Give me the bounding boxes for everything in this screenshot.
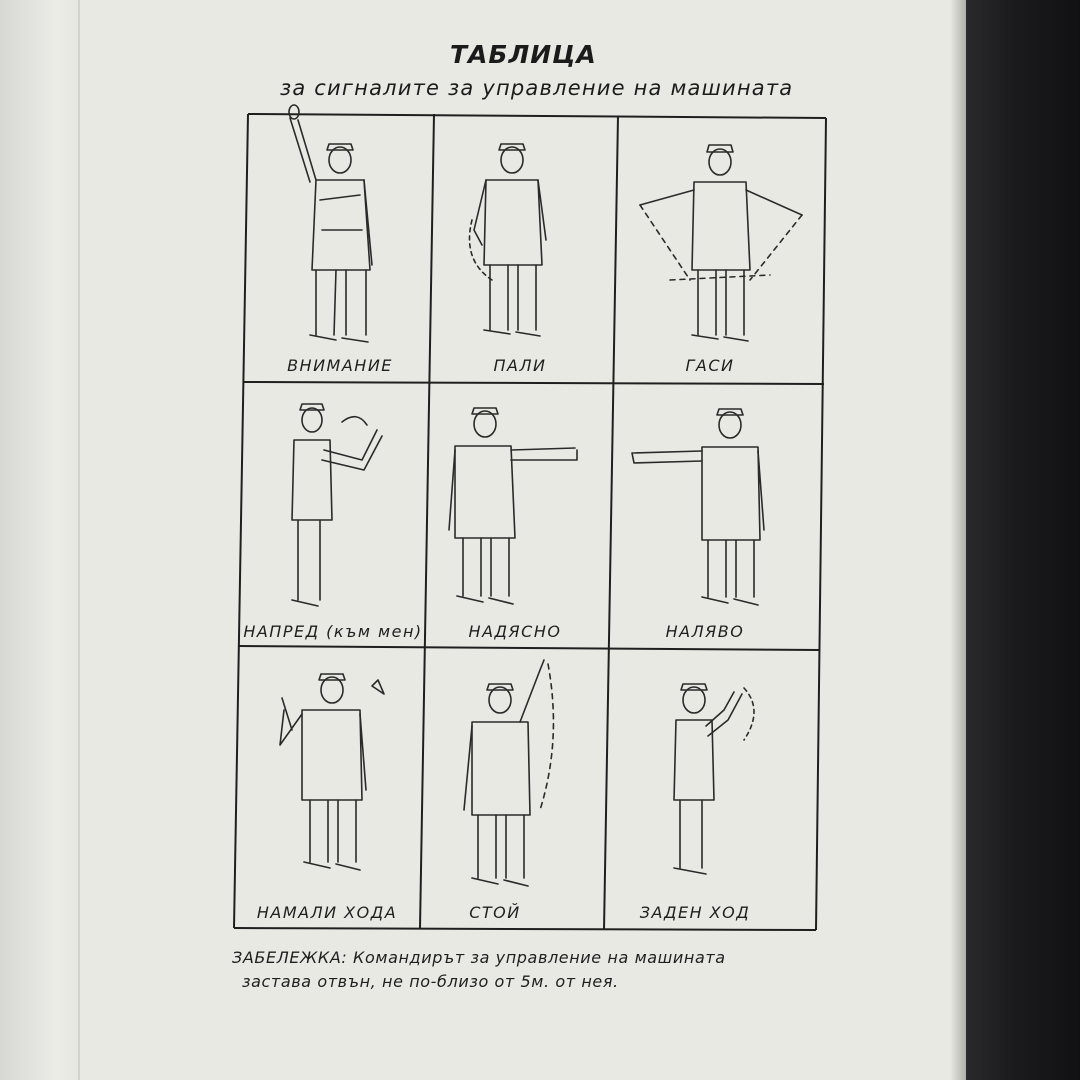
label-stop-engine: ГАСИ xyxy=(685,356,735,375)
label-start: ПАЛИ xyxy=(493,356,547,375)
figure-stop-engine xyxy=(640,145,802,341)
label-forward: НАПРЕД (към мен) xyxy=(243,622,423,641)
figure-halt xyxy=(464,660,553,886)
note-line2: застава отвън, не по-близо от 5м. от нея. xyxy=(242,972,619,991)
figure-forward xyxy=(292,404,382,606)
figure-start xyxy=(470,144,547,336)
label-reverse: ЗАДЕН ХОД xyxy=(639,903,751,922)
note-prefix: ЗАБЕЛЕЖКА: xyxy=(232,948,348,967)
label-slow-down: НАМАЛИ ХОДА xyxy=(256,903,398,922)
note-line1: Командирът за управление на машината xyxy=(353,948,726,967)
figure-right xyxy=(449,408,577,604)
page-title: ТАБЛИЦА xyxy=(450,40,597,69)
figure-attention xyxy=(289,105,372,342)
figure-left xyxy=(632,409,764,605)
label-left: НАЛЯВО xyxy=(665,622,745,641)
note xyxy=(232,946,852,994)
page-subtitle: за сигналите за управление на машината xyxy=(280,76,794,100)
label-attention: ВНИМАНИЕ xyxy=(287,356,393,375)
label-right: НАДЯСНО xyxy=(468,622,562,641)
figure-reverse xyxy=(674,684,754,874)
label-halt: СТОЙ xyxy=(469,903,521,922)
figure-slow-down xyxy=(280,674,384,870)
